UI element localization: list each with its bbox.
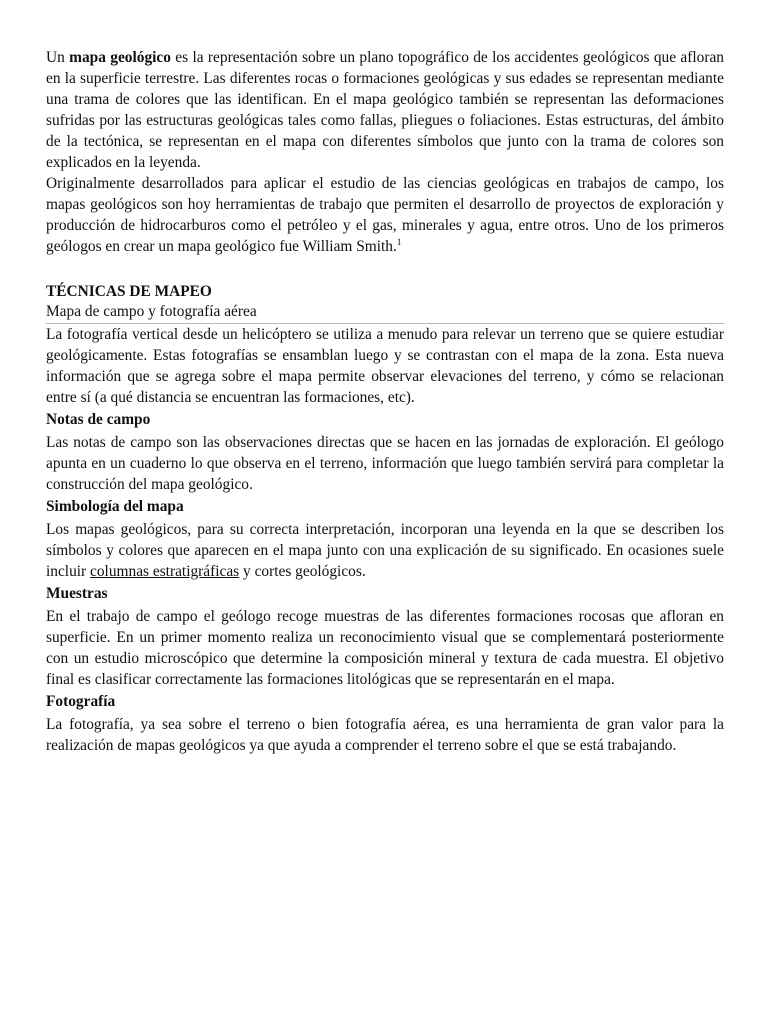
section-title: TÉCNICAS DE MAPEO <box>46 283 212 300</box>
intro-text-rest: es la representación sobre un plano topográfico de los accidentes geológicos que afloran en la superficie terrestre. Las diferentes rocas o formaciones geológicas y sus edades se representan mediante una trama de colores que las identifican. En el mapa geológico también se representan las deformaciones sufridas por las estructuras geológicas tales como fallas, pliegues o foliaciones. Estas estructuras, del ámbito de la tectónica, se representan en el mapa con diferentes símbolos que junto con la trama de colores son explicados en la leyenda. <box>46 49 724 171</box>
heading-fotografia: Fotografía <box>46 693 116 710</box>
simbologia-paragraph <box>46 519 724 582</box>
intro-text-start: Un <box>46 49 70 66</box>
document-body <box>46 47 724 756</box>
notas-paragraph: Las notas de campo son las observaciones directas que se hacen en las jornadas de exploración. El geólogo apunta en un cuaderno lo que observa en el terreno, información que luego también servirá para completar la construcción del mapa geológico. <box>46 434 724 493</box>
intro-paragraph-2-text: Originalmente desarrollados para aplicar el estudio de las ciencias geológicas en trabajos de campo, los mapas geológicos son hoy herramientas de trabajo que permiten el desarrollo de proyectos de exploración y producción de hidrocarburos como el petróleo y el gas, minerales y agua, entre otros. Uno de los primeros geólogos en crear un mapa geológico fue William Smith. <box>46 175 724 255</box>
heading-notas-de-campo: Notas de campo <box>46 411 151 428</box>
heading-simbologia: Simbología del mapa <box>46 498 184 515</box>
footnote-ref-1[interactable]: 1 <box>396 236 402 247</box>
link-columnas-estratigraficas[interactable]: columnas estratigráficas <box>90 563 240 580</box>
term-mapa-geologico: mapa geológico <box>69 49 171 66</box>
simbologia-text-start: Los mapas geológicos, para su correcta interpretación, incorporan una leyenda en la que se describen los símbolos y colores que aparecen en el mapa junto con una explicación de su significado. En ocasiones suele incluir <box>46 521 724 580</box>
intro-paragraph-1 <box>46 47 724 173</box>
muestras-paragraph: En el trabajo de campo el geólogo recoge muestras de las diferentes formaciones rocosas que afloran en superficie. En un primer momento realiza un reconocimiento visual que se complementará posteriormente con un estudio microscópico que determine la composición mineral y textura de cada muestra. El objetivo final es clasificar correctamente las formaciones litológicas que se representarán en el mapa. <box>46 608 724 688</box>
section-paragraph: La fotografía vertical desde un helicóptero se utiliza a menudo para relevar un terreno que se quiere estudiar geológicamente. Estas fotografías se ensamblan luego y se contrastan con el mapa de la zona. Esta nueva información que se agrega sobre el mapa permite observar elevaciones del terreno, y cómo se relacionan entre sí (a qué distancia se encuentran las formaciones, etc). <box>46 326 724 406</box>
intro-paragraph-2 <box>46 173 724 257</box>
simbologia-text-end: y cortes geológicos. <box>239 563 366 580</box>
heading-muestras: Muestras <box>46 585 108 602</box>
section-subtitle: Mapa de campo y fotografía aérea <box>46 302 724 324</box>
fotografia-paragraph: La fotografía, ya sea sobre el terreno o bien fotografía aérea, es una herramienta de gran valor para la realización de mapas geológicos ya que ayuda a comprender el terreno sobre el que se está trabajando. <box>46 716 724 754</box>
